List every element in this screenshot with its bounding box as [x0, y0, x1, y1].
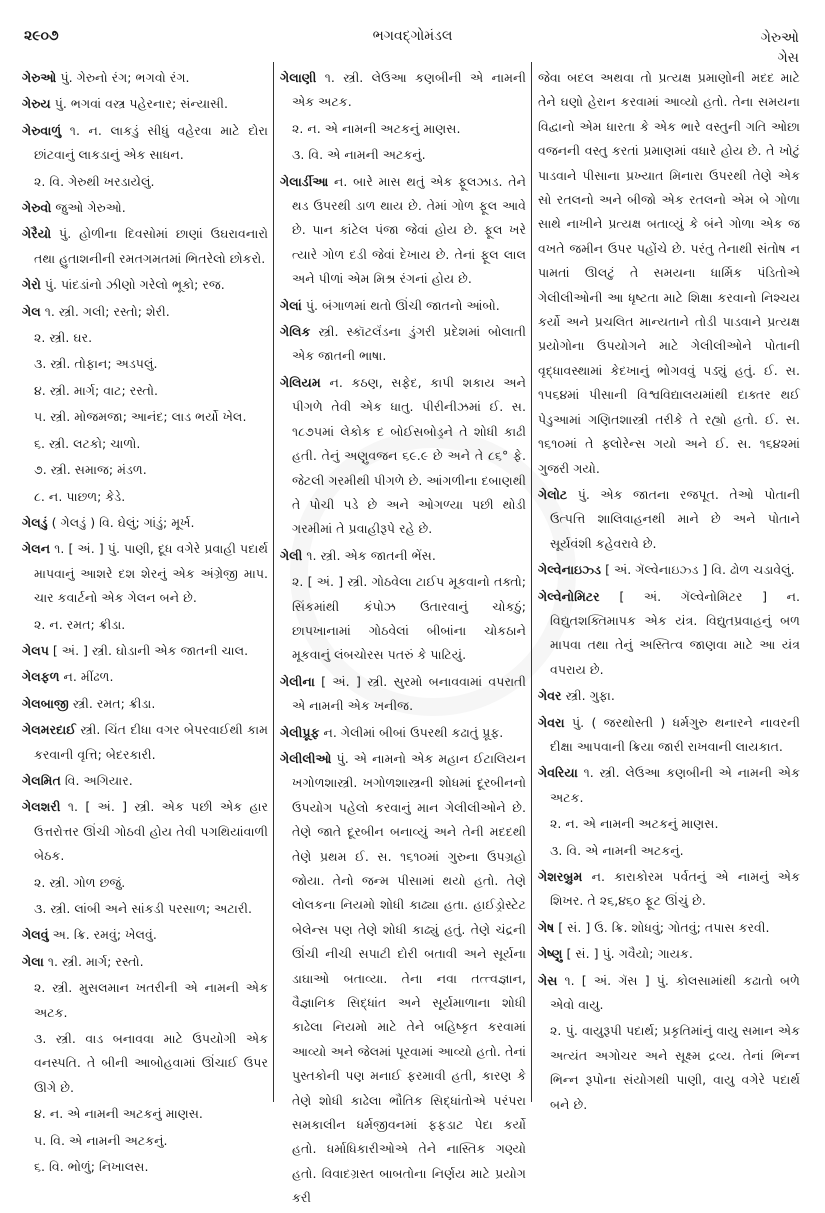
headword: ગેલ [22, 303, 41, 319]
headword: ગેલશરી [22, 799, 61, 815]
entry-sense [22, 326, 268, 350]
headword: ગેલડું [22, 514, 48, 530]
definition-text: ૩. સ્ત્રી. તોફાન; અડપલું. [34, 356, 158, 372]
headword: ગેલબાજી [22, 695, 69, 711]
definition-text: ૭. સ્ત્રી. સમાજ; મંડળ. [34, 462, 147, 478]
column-divider [531, 62, 532, 1102]
definition-text: [ અં. ] સ્ત્રી. ઘોડાની એક જાતની ચાલ. [48, 642, 249, 658]
entry-sense [22, 613, 268, 637]
dictionary-entry [280, 320, 526, 369]
dictionary-entry [22, 300, 268, 324]
headword: ગેરો [22, 277, 41, 293]
definition-text: ૧. સ્ત્રી. લેઉઆ કણબીની એ નામની એક અટક. [550, 765, 800, 805]
entry-sense [22, 405, 268, 429]
definition-text: ન. બારે માસ થતું એક ફૂલઝાડ. તેને થડ ઉપરથી ડાળ થાય છે. તેમાં ગોળ ફૂલ આવે છે. પાન કાંટેલ પંજા જેવાં હોય છે. ફૂલ ખરે ત્યારે ગોળ દડી જેવાં દેખાય છે. તેનાં ફૂલ લાલ અને પીળાં એમ મિશ્ર રંગનાં હોય છે. [292, 173, 526, 287]
definition-text: ૨. ન. એ નામની અટકનું માણસ. [292, 120, 461, 136]
headword: ગેલપ [22, 642, 49, 658]
definition-text: પું. હોળીના દિવસોમાં છાણાં ઉઘરાવનારો તથા હુતાશનીની રમતગમતમાં ભિતરેલો છોકરો. [34, 226, 268, 266]
definition-text: સ્ત્રી. સ્કૉટલૅંડના ડુંગરી પ્રદેશમાં બોલાતી એક જાતની ભાષા. [292, 324, 526, 364]
page-title: ભગવદ્ગોમંડલ [372, 28, 453, 44]
definition-text: ૩. વિ. એ નામની અટકનું. [292, 147, 426, 163]
definition-text: પું. પાંદડાંનો ઝીણો ગરેલો ભૂકો; રજ. [40, 277, 225, 293]
definition-text: ૨. વિ. ગેરુથી ખરડાયેલું. [34, 173, 155, 189]
definition-text: પું. ગેરુનો રંગ; ભગવો રંગ. [56, 70, 190, 85]
dictionary-entry [22, 196, 268, 220]
definition-text: ( ગેલડું ) વિ. ઘેલું; ગાંડું; મૂર્ખ. [47, 514, 195, 530]
entry-sense [22, 1155, 268, 1179]
dictionary-entry [280, 544, 526, 568]
headword: ગેલીલીઓ [280, 750, 332, 766]
definition-text: ન. કારાકોરમ પર્વતનું એ નામનું એક શિખર. તે ૨૬,૪૬૦ ફૂટ ઊંચું છે. [550, 869, 800, 909]
definition-text: [ સં. ] પું. ગવૈયો; ગાયક. [562, 946, 693, 962]
page-number: ૨૯૦૭ [24, 28, 59, 44]
dictionary-entry [22, 692, 268, 716]
dictionary-entry [22, 273, 268, 297]
entry-sense [22, 1102, 268, 1126]
dictionary-entry [22, 119, 268, 168]
dictionary-entry [22, 718, 268, 767]
dictionary-entry [22, 950, 268, 974]
dictionary-entry [538, 969, 800, 1018]
entry-sense [22, 897, 268, 921]
definition-text: ૨. સ્ત્રી. ઘર. [34, 330, 93, 346]
column-2 [280, 66, 526, 1213]
guide-word-first: ગેરુઓ [760, 30, 799, 46]
definition-text: ન. મીંઢળ. [59, 669, 114, 685]
entry-sense [280, 570, 526, 668]
definition-text: ૧. સ્ત્રી. માર્ગ; રસ્તો. [43, 953, 144, 969]
definition-text: પું. ભગવાં વસ્ત્ર પહેરનાર; સંન્યાસી. [50, 96, 228, 112]
definition-text: ૨. [ અં. ] સ્ત્રી. ગોઠવેલા ટાઈપ મૂકવાનો તક્તો; સિંકમાંથી કંપોઝ ઉતારવાનું ચોકઠું; છાપખાનામાં ગોઠવેલાં બીબાંના ચોકઠાને મૂકવાનું લંબચોરસ પતરું કે પાટિયું. [292, 574, 526, 663]
definition-text: ૧. [ અં. ] પું. પાણી, દૂધ વગેરે પ્રવાહી પદાર્થ માપવાનું આશરે દશ શેરનું એક અંગ્રેજી માપ. ચાર કવાર્ટનો એક ગેલન બને છે. [34, 541, 268, 606]
definition-text: ૫. વિ. એ નામની અટકનું. [34, 1132, 168, 1148]
dictionary-entry [22, 511, 268, 535]
definition-text: [ સં. ] ઉ. ક્રિ. શોધવું; ગોતવું; તપાસ કરવી. [554, 919, 770, 935]
headword: ગેલફળ [22, 669, 60, 685]
headword: ગેલાણી [280, 70, 317, 85]
headword: ગેલોટ [538, 486, 568, 502]
entry-sense [22, 1129, 268, 1153]
dictionary-entry [538, 483, 800, 556]
dictionary-entry [22, 795, 268, 868]
headword: ગેલિયમ [280, 374, 321, 390]
headword: ગેરુઓ [22, 70, 57, 85]
definition-text: પું. એક જાતના રજપૂત. તેઓ પોતાની ઉત્પત્તિ શાલિવાહનથી માને છે અને પોતાને સૂર્યવંશી કહેવરાવે છે. [550, 486, 800, 551]
headword: ગેવર [538, 688, 562, 704]
headword: ગેરુવાળું [22, 122, 62, 138]
definition-text: સ્ત્રી. ચિંત દીધા વગર બેપરવાઈથી કામ કરવાની વૃત્તિ; બેદરકારી. [34, 722, 268, 762]
entry-sense [22, 352, 268, 376]
dictionary-entry [280, 747, 526, 1211]
column-1 [22, 66, 268, 1181]
guide-word-last: ગેસ [777, 50, 799, 66]
dictionary-entry [22, 222, 268, 271]
dictionary-entry [538, 711, 800, 760]
definition-text: [ અં. ગૅલ્વેનોમિટર ] ન. વિદ્યુતશક્તિમાપક એક યંત્ર. વિદ્યુતપ્રવાહનું બળ માપવા તથા તેનું અસ્તિત્વ જાણવા માટે આ યંત્ર વપરાય છે. [550, 588, 800, 677]
headword: ગેલન [22, 541, 51, 557]
dictionary-entry [22, 537, 268, 610]
headword: ગેલી [280, 547, 303, 563]
dictionary-entry [22, 923, 268, 947]
definition-text: ૨. પું. વાયુરૂપી પદાર્થ; પ્રકૃતિમાંનું વાયુ સમાન એક અત્યંત અગોચર અને સૂક્ષ્મ દ્રવ્ય. તેનાં ભિન્ન ભિન્ન રૂપોના સંયોગથી પાણી, વાયુ વગેરે પદાર્થ બને છે. [550, 1023, 800, 1112]
dictionary-entry [538, 942, 800, 966]
dictionary-entry [280, 721, 526, 745]
entry-sense [22, 170, 268, 194]
definition-text: ૩. સ્ત્રી. લાંબી અને સાંકડી પરસાળ; અટારી. [34, 901, 252, 916]
definition-text: [ અં. ] સ્ત્રી. સુરમો બનાવવામાં વપરાતી એ નામની એક ખનીજ. [292, 673, 526, 714]
definition-text: વિ. અગિયાર. [60, 772, 133, 788]
dictionary-entry [538, 684, 800, 708]
headword: ગેરૈયો [22, 226, 52, 242]
entry-sense [538, 812, 800, 836]
dictionary-entry [22, 665, 268, 689]
dictionary-entry [22, 92, 268, 116]
guide-words [761, 28, 799, 68]
dictionary-entry [22, 66, 268, 90]
definition-text: સ્ત્રી. ગુફા. [561, 688, 615, 704]
headword: ગેરુય [22, 96, 51, 112]
headword: ગેલ્વેનોમિટર [538, 588, 600, 604]
definition-text: જેવા બદલ અથવા તો પ્રત્યક્ષ પ્રમાણોની મદદ માટે તેને ઘણો હેરાન કરવામાં આવ્યો હતો. તેના સમયના વિદ્વાનો એમ ધારતા કે એક ભારે વસ્તુની ગતિ ઓછા વજનની વસ્તુ કરતાં પ્રમાણમાં વધારે હોય છે. તે ખોટું પાડવાને પીસાના પ્રખ્યાત મિનારા ઉપરથી તેણે એક સો રતલનો અને બીજો એક રતલનો એમ બે ગોળા સાથે નાખીને પ્રત્યક્ષ બતાવ્યું કે બંને ગોળા એક જ વખતે જમીન ઉપર પહોંચે છે. પરંતુ તેનાથી સંતોષ ન પામતાં ઊલટું તે સમયના ધાર્મિક પંડિતોએ ગેલીલીઓની આ ધૃષ્ટતા માટે શિક્ષા કરવાનો નિશ્ચય કર્યો અને પ્રચલિત માન્યતાને તોડી પાડવાને પ્રત્યક્ષ પ્રયોગોના ઉપયોગને માટે ગેલીલીઓને પોતાની વૃદ્ધાવસ્થામાં કેદખાનું ભોગવવું પડ્યું હતું. ઈ. સ. ૧૫૬૪માં પીસાની વિશ્વવિદ્યાલયમાંથી દાક્તર થઈ પેડુઆમાં ગણિતશાસ્ત્રી તરીકે તે રહ્યો હતો. ઈ. સ. ૧૬૧૦માં તે ફ્લોરેન્સ ગયો અને ઈ. સ. ૧૬૪૨માં ગુજરી ગયો. [538, 70, 800, 476]
definition-text: ૩. વિ. એ નામની અટકનું. [550, 842, 684, 858]
dictionary-entry [280, 294, 526, 318]
entry-sense [22, 379, 268, 403]
dictionary-entry [538, 585, 800, 683]
dictionary-entry [538, 558, 800, 582]
definition-text: ૨. સ્ત્રી. મુસલમાન ખતરીની એ નામની એક અટક. [34, 980, 268, 1020]
headword: ગેરુવો [22, 200, 52, 216]
headword: ગેસ [538, 972, 558, 988]
definition-text: ન. ગેલીમાં બીબાં ઉપરથી કઢાતું પ્રૂફ. [319, 724, 504, 740]
headword: ગેષ્ણુ [538, 946, 563, 962]
dictionary-entry [22, 639, 268, 663]
headword: ગેલવું [22, 927, 49, 943]
definition-text: ૬. સ્ત્રી. લટકો; ચાળો. [34, 435, 141, 451]
dictionary-entry [538, 761, 800, 810]
definition-text: ૩. સ્ત્રી. વાડ બનાવવા માટે ઉપયોગી એક વનસ્પતિ. તે બીની આબોહવામાં ઊંચાઈ ઉપર ઊગે છે. [34, 1031, 268, 1095]
entry-sense [280, 143, 526, 167]
definition-text: ૮. ન. પાછળ; કેડે. [34, 488, 126, 504]
definition-text: ૨. સ્ત્રી. ગોળ છજું. [34, 874, 126, 890]
dictionary-entry [538, 865, 800, 914]
headword: ગેલાં [280, 297, 302, 313]
definition-text: પું. ( જરથોસ્તી ) ધર્મગુરુ થનારને નાવરની દીક્ષા આપવાની ક્રિયા જારી રાખવાની લાયકાત. [550, 714, 800, 754]
entry-sense [538, 66, 800, 481]
entry-sense [538, 839, 800, 863]
definition-text: ૪. ન. એ નામની અટકનું માણસ. [34, 1106, 203, 1122]
definition-text: પું. બંગાળમાં થતો ઊંચી જાતનો આંબો. [301, 297, 500, 313]
definition-text: ૨. ન. રમત; ક્રીડા. [34, 616, 126, 632]
headword: ગેલમિત [22, 772, 61, 788]
entry-sense [22, 432, 268, 456]
definition-text: ૫. સ્ત્રી. મોજમજા; આનંદ; લાડ ભર્યો ખેલ. [34, 409, 247, 425]
headword: ગેષ [538, 919, 555, 935]
dictionary-entry [280, 670, 526, 719]
entry-sense [22, 485, 268, 509]
definition-text: ૧. [ અં. ] સ્ત્રી. એક પછી એક હાર ઉત્તરોત્તર ઊંચી ગોઠવી હોય તેવી પગથિયાંવાળી બેઠક. [34, 799, 268, 864]
headword: ગેલિક [280, 324, 311, 340]
definition-text: ૪. સ્ત્રી. માર્ગ; વાટ; રસ્તો. [34, 382, 158, 398]
headword: ગેલાર્ડીઆ [280, 173, 329, 189]
headword: ગેલીપ્રૂફ [280, 724, 320, 740]
headword: ગેશરબ્રુમ [538, 869, 583, 884]
definition-text: ૧. સ્ત્રી. લેઉઆ કણબીની એ નામની એક અટક. [292, 70, 526, 110]
dictionary-entry [538, 916, 800, 940]
definition-text: ૨. ન. એ નામની અટકનું માણસ. [550, 816, 719, 832]
entry-sense [22, 871, 268, 895]
entry-sense [538, 1019, 800, 1117]
definition-text: ન. કઠણ, સફેદ, કાપી શકાય અને પીગળે તેવી એક ધાતુ. પીરીનીઝમાં ઈ. સ. ૧૮૭૫માં લેકોક દ બોઈસબોડ્રને તે શોધી કાઢી હતી. તેનું અણુવજન ૬૯.૯ છે અને તે ૮૬° ફે. જેટલી ગરમીથી પીગળે છે. આંગળીના દબાણથી તે પોચી પડે છે અને ઓગળ્યા પછી થોડી ગરમીમાં તે પ્રવાહીરૂપે રહે છે. [292, 374, 526, 537]
headword: ગેલમરદાઈ [22, 722, 76, 738]
column-divider [273, 62, 274, 1102]
headword: ગેલા [22, 953, 44, 969]
definition-text: ૧. ન. લાકડું સીધું વહેરવા માટે દોરા છાંટવાનું લાકડાનું એક સાધન. [34, 122, 268, 163]
dictionary-entry [280, 170, 526, 292]
definition-text: [ અં. ગૅલ્વેનાઇઝ્ડ ] વિ. ઢોળ ચડાવેલું. [601, 562, 795, 578]
definition-text: ૬. વિ. ભોળું; નિખાલસ. [34, 1159, 149, 1175]
entry-sense [22, 976, 268, 1025]
definition-text: સ્ત્રી. રમત; ક્રીડા. [68, 695, 156, 711]
headword: ગેલ્વેનાઇઝ્ડ [538, 562, 602, 578]
dictionary-entry [280, 66, 526, 115]
definition-text: પું. એ નામનો એક મહાન ઈટાલિયન ખગોળશાસ્ત્રી. ખગોળશાસ્ત્રની શોધમાં દૂરબીનનો ઉપયોગ પહેલો કરવાનું માન ગેલીલીઓને છે. તેણે જાતે દૂરબીન બનાવ્યું અને તેની મદદથી તેણે પ્રથમ ઈ. સ. ૧૬૧૦માં ગુરુના ઉપગ્રહો જોયા. તેનો જન્મ પીસામાં થયો હતો. તેણે લોલકના નિયમો શોધી કાઢ્યા હતા. હાઈડ્રોસ્ટેટ બેલેન્સ પણ તેણે શોધી કાઢ્યું હતું. તેણે ચંદ્રની ઊંચી નીચી સપાટી દોરી બતાવી અને સૂર્યના ડાઘાઓ બતાવ્યા. તેના નવા તત્ત્વજ્ઞાન, વૈજ્ઞાનિક સિદ્ધાંત અને સૂર્યમાળાના શોધી કાઢેલા નિયમો માટે તેને બહિષ્કૃત કરવામાં આવ્યો અને જેલમાં પૂરવામાં આવ્યો હતો. તેનાં પુસ્તકોની પણ મનાઈ ફરમાવી હતી, કારણ કે તેણે શોધી કાઢેલા ભૌતિક સિદ્ધાંતોએ પરંપરા સમકાલીન ધર્મજીવનમાં ફફડાટ પેદા કર્યો હતો. ધર્માધિકારીઓએ તેને નાસ્તિક ગણ્યો હતો. વિવાદગ્રસ્ત બાબતોના નિર્ણય માટે પ્રયોગ કરી [292, 750, 526, 1206]
definition-text: ૧. [ અં. ગૅસ ] પું. કોલસામાંથી કઢાતો બળે એવો વાયુ. [550, 972, 800, 1013]
dictionary-entry [280, 371, 526, 542]
entry-sense [22, 458, 268, 482]
headword: ગેવરા [538, 714, 565, 730]
headword: ગેલીના [280, 673, 315, 689]
entry-sense [280, 117, 526, 141]
definition-text: ૧. સ્ત્રી. ગલી; રસ્તો; શેરી. [40, 303, 170, 319]
definition-text: જુઓ ગેરુઓ. [51, 200, 126, 216]
dictionary-entry [22, 769, 268, 793]
headword: ગેવરિયા [538, 765, 578, 781]
definition-text: ૧. સ્ત્રી. એક જાતની ભેંસ. [302, 547, 436, 563]
entry-sense [22, 1027, 268, 1100]
definition-text: અ. ક્રિ. રમવું; ખેલવું. [48, 927, 157, 943]
column-3 [538, 66, 800, 1119]
